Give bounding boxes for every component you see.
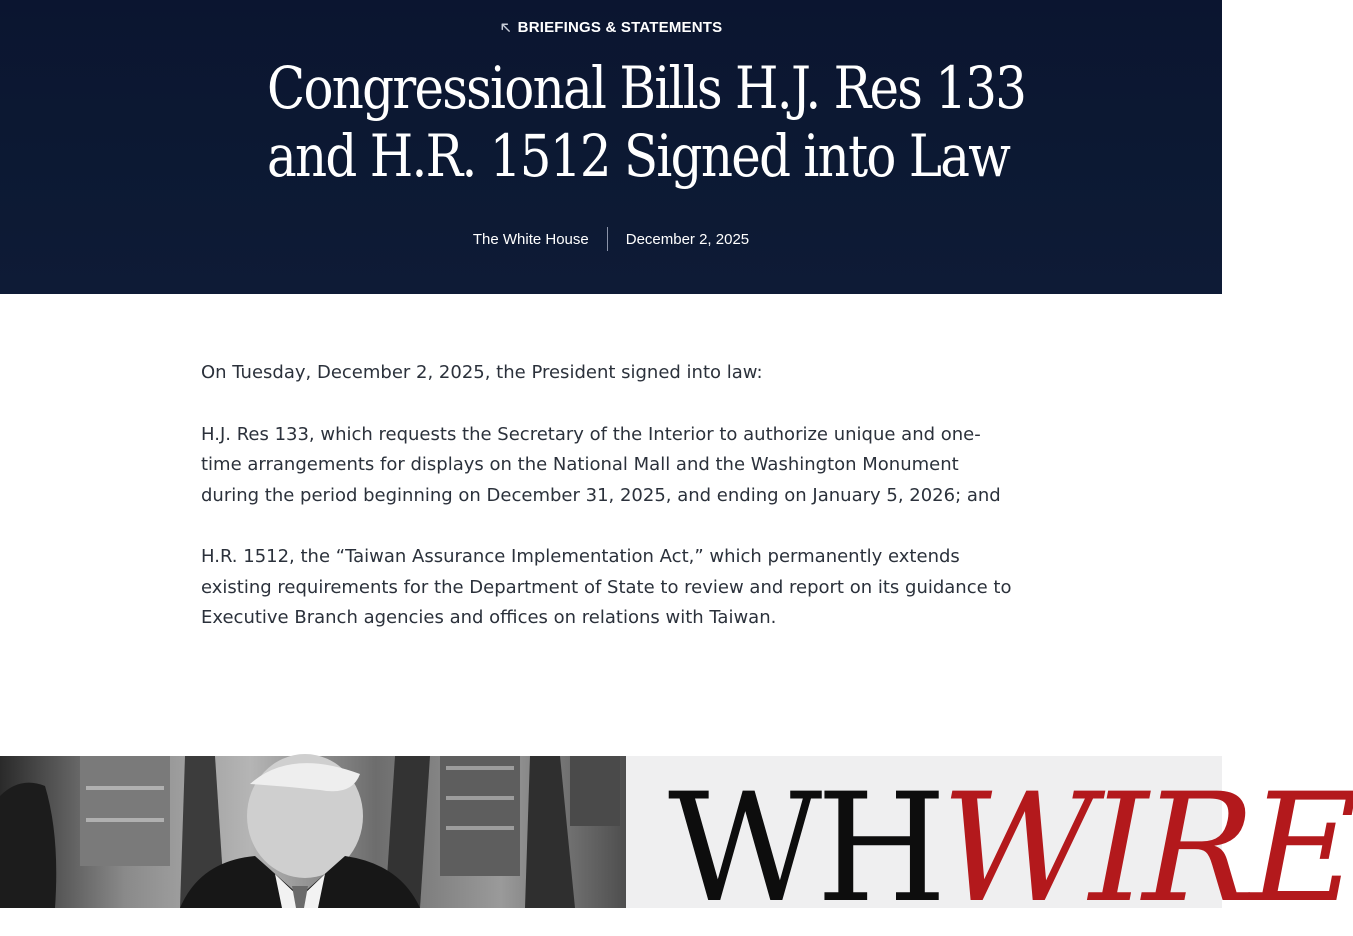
president-photo-illustration bbox=[0, 756, 626, 908]
article-body bbox=[201, 358, 1021, 665]
paragraph-hj-res-133: H.J. Res 133, which requests the Secretary of the Interior to authorize unique and one-time arrangements for displays on the National Mall and the Washington Monument during the period beginning on December 31, 2025, and ending on January 5, 2026; and bbox=[201, 423, 1001, 506]
page-title bbox=[267, 54, 1026, 190]
publish-date: December 2, 2025 bbox=[625, 230, 750, 248]
page-title-line-2: and H.R. 1512 Signed into Law bbox=[267, 122, 1010, 190]
wh-wire-logo-panel bbox=[626, 756, 1353, 936]
page-title-line-1: Congressional Bills H.J. Res 133 bbox=[267, 54, 1026, 122]
article-header bbox=[0, 0, 1222, 294]
paragraph-intro: On Tuesday, December 2, 2025, the President signed into law: bbox=[201, 362, 763, 383]
byline bbox=[0, 227, 1222, 251]
wh-wire-logo bbox=[668, 762, 1353, 936]
paragraph-hr-1512: H.R. 1512, the “Taiwan Assurance Implementation Act,” which permanently extends existing requirements for the Department of State to review and report on its guidance to Executive Branch agencies and offices on relations with Taiwan. bbox=[201, 546, 1012, 628]
arrow-up-left-icon bbox=[500, 22, 511, 33]
breadcrumb[interactable] bbox=[0, 16, 1222, 38]
president-photo bbox=[0, 756, 626, 908]
wh-wire-banner[interactable] bbox=[0, 756, 1353, 936]
wh-wire-logo-wire: WIRE bbox=[941, 762, 1353, 936]
breadcrumb-label: BRIEFINGS & STATEMENTS bbox=[517, 18, 723, 36]
author-name: The White House bbox=[472, 230, 589, 248]
wh-wire-logo-wh: WH bbox=[668, 762, 941, 936]
